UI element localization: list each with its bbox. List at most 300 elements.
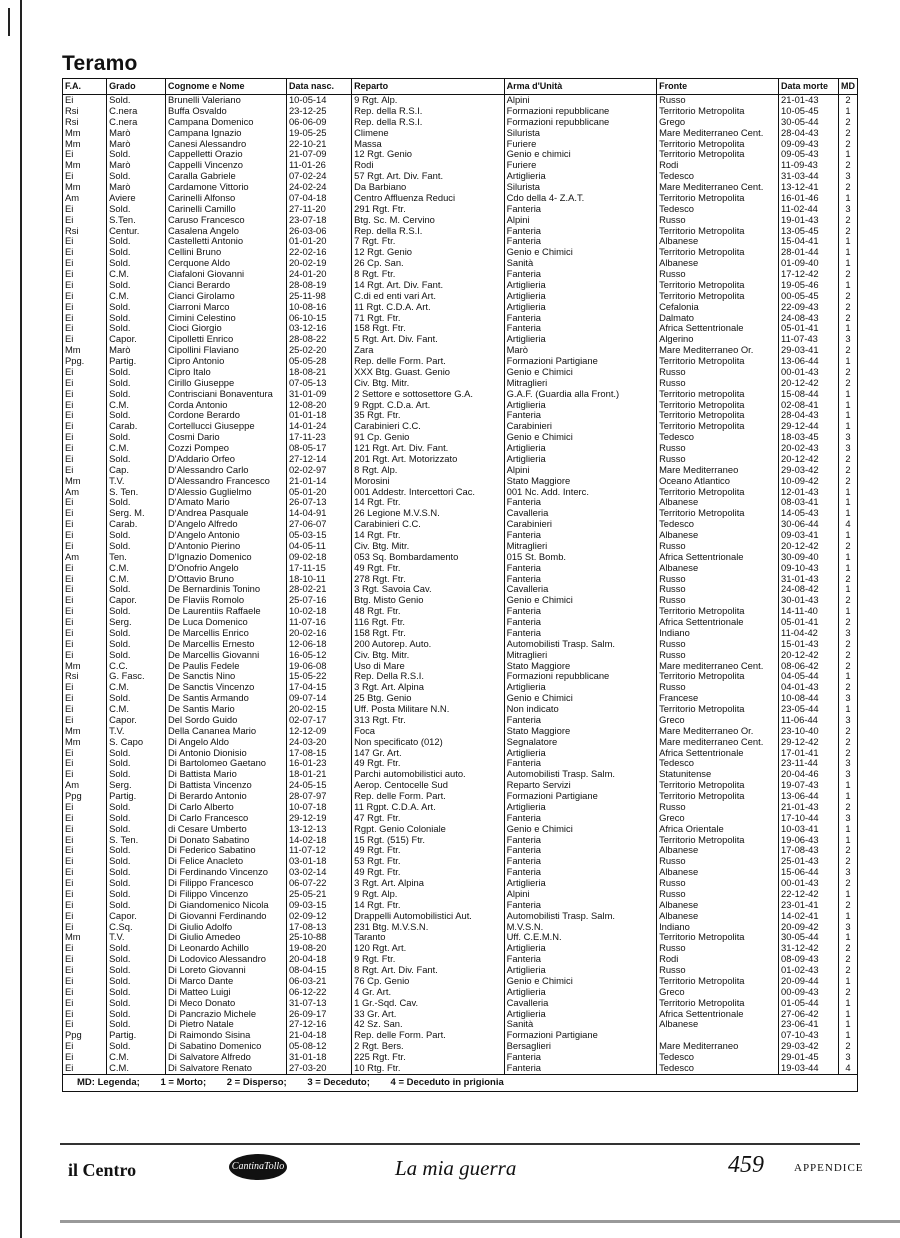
- cell-data-morte: 15-04-41: [779, 236, 839, 247]
- cell-md: 1: [838, 400, 857, 411]
- cell-cognome-nome: D'Angelo Alfredo: [166, 519, 287, 530]
- cell-data-nascita: 21-01-14: [286, 476, 351, 487]
- column-header-cognome-nome: Cognome e Nome: [166, 79, 287, 95]
- cell-data-morte: 00-01-43: [779, 878, 839, 889]
- table-row: [63, 410, 858, 421]
- cell-md: 2: [838, 748, 857, 759]
- table-row: [63, 1009, 858, 1020]
- cell-grado: Marò: [107, 128, 166, 139]
- cell-data-morte: 23-10-40: [779, 726, 839, 737]
- table-row: [63, 508, 858, 519]
- table-row: [63, 911, 858, 922]
- table-row: [63, 976, 858, 987]
- legend-title: MD: Legenda;: [77, 1076, 140, 1088]
- table-row: [63, 563, 858, 574]
- cell-cognome-nome: Di Federico Sabatino: [166, 845, 287, 856]
- cell-md: 1: [838, 932, 857, 943]
- cell-grado: Sold.: [107, 878, 166, 889]
- cell-data-morte: 15-01-43: [779, 639, 839, 650]
- cell-md: 2: [838, 215, 857, 226]
- cell-fronte: Albanese: [657, 236, 779, 247]
- cell-grado: Sold.: [107, 976, 166, 987]
- cell-data-nascita: 28-02-21: [286, 584, 351, 595]
- cell-reparto: Rep. delle Form. Part.: [352, 1030, 504, 1041]
- table-row: [63, 552, 858, 563]
- cell-fa: Mm: [63, 128, 107, 139]
- cell-grado: Sold.: [107, 998, 166, 1009]
- cell-md: 2: [838, 954, 857, 965]
- cell-fa: Ei: [63, 323, 107, 334]
- cell-fronte: Russo: [657, 682, 779, 693]
- cell-grado: Sold.: [107, 867, 166, 878]
- cell-md: 3: [838, 769, 857, 780]
- cell-reparto: Uff. Posta Militare N.N.: [352, 704, 504, 715]
- cell-grado: Marò: [107, 139, 166, 150]
- table-row: [63, 867, 858, 878]
- cell-reparto: XXX Btg. Guast. Genio: [352, 367, 504, 378]
- cell-md: 2: [838, 856, 857, 867]
- cell-cognome-nome: D'Ignazio Domenico: [166, 552, 287, 563]
- cell-cognome-nome: Buffa Osvaldo: [166, 106, 287, 117]
- cell-fronte: Albanese: [657, 1019, 779, 1030]
- cell-fa: Ei: [63, 617, 107, 628]
- cell-data-nascita: 24-02-24: [286, 182, 351, 193]
- cell-grado: C.nera: [107, 117, 166, 128]
- cell-reparto: Morosini: [352, 476, 504, 487]
- cell-data-morte: 20-02-43: [779, 443, 839, 454]
- cell-arma-unita: Sanità: [504, 258, 656, 269]
- cell-arma-unita: Artiglieria: [504, 748, 656, 759]
- cell-data-nascita: 01-01-18: [286, 410, 351, 421]
- cell-cognome-nome: Di Raimondo Sisina: [166, 1030, 287, 1041]
- cell-grado: C.nera: [107, 106, 166, 117]
- cell-data-nascita: 10-07-18: [286, 802, 351, 813]
- cell-fronte: Territorio Metropolita: [657, 106, 779, 117]
- cell-arma-unita: Formazioni Partigiane: [504, 1030, 656, 1041]
- cell-data-morte: 08-09-43: [779, 954, 839, 965]
- cell-fronte: Africa Settentrionale: [657, 748, 779, 759]
- cell-grado: Sold.: [107, 584, 166, 595]
- cell-md: 2: [838, 1041, 857, 1052]
- cell-arma-unita: Automobilisti Trasp. Salm.: [504, 639, 656, 650]
- cell-data-nascita: 24-05-15: [286, 780, 351, 791]
- cell-fa: Mm: [63, 932, 107, 943]
- cell-cognome-nome: Di Pancrazio Michele: [166, 1009, 287, 1020]
- cell-md: 1: [838, 606, 857, 617]
- cell-md: 1: [838, 1030, 857, 1041]
- cell-cognome-nome: Caruso Francesco: [166, 215, 287, 226]
- table-row: [63, 204, 858, 215]
- table-row: [63, 389, 858, 400]
- cell-data-nascita: 19-05-25: [286, 128, 351, 139]
- cell-md: 3: [838, 171, 857, 182]
- cell-data-morte: 09-10-43: [779, 563, 839, 574]
- cell-fronte: Russo: [657, 367, 779, 378]
- cell-arma-unita: Cavalleria: [504, 584, 656, 595]
- cell-cognome-nome: Castelletti Antonio: [166, 236, 287, 247]
- cell-fa: Ei: [63, 584, 107, 595]
- cell-reparto: Climene: [352, 128, 504, 139]
- cell-reparto: 8 Rgt. Art. Div. Fant.: [352, 965, 504, 976]
- cell-arma-unita: 015 St. Bomb.: [504, 552, 656, 563]
- cell-md: 2: [838, 182, 857, 193]
- cell-data-morte: 29-03-42: [779, 465, 839, 476]
- cell-data-nascita: 11-01-26: [286, 160, 351, 171]
- cell-cognome-nome: Caralla Gabriele: [166, 171, 287, 182]
- cell-fronte: Territorio Metropolita: [657, 400, 779, 411]
- cell-data-morte: 19-06-43: [779, 835, 839, 846]
- table-row: [63, 236, 858, 247]
- cell-arma-unita: Fanteria: [504, 530, 656, 541]
- table-row: [63, 215, 858, 226]
- cell-md: 1: [838, 1019, 857, 1030]
- cell-fa: Ei: [63, 704, 107, 715]
- cell-fa: Ei: [63, 574, 107, 585]
- cell-reparto: 49 Rgt. Ftr.: [352, 563, 504, 574]
- cell-fa: Ei: [63, 247, 107, 258]
- cell-fronte: Territorio Metropolita: [657, 139, 779, 150]
- cell-data-morte: 00-09-43: [779, 987, 839, 998]
- cell-fa: Rsi: [63, 226, 107, 237]
- cell-grado: Sold.: [107, 280, 166, 291]
- cell-reparto: Aerop. Centocelle Sud: [352, 780, 504, 791]
- cell-fronte: Territorio Metropolita: [657, 606, 779, 617]
- cell-md: 3: [838, 922, 857, 933]
- cell-data-morte: 22-12-42: [779, 889, 839, 900]
- table-row: [63, 574, 858, 585]
- cell-data-morte: 23-11-44: [779, 758, 839, 769]
- cell-reparto: 48 Rgt. Ftr.: [352, 606, 504, 617]
- cell-cognome-nome: D'Andrea Pasquale: [166, 508, 287, 519]
- cell-grado: Sold.: [107, 824, 166, 835]
- cell-reparto: 3 Rgt. Savoia Cav.: [352, 584, 504, 595]
- cell-cognome-nome: Di Berardo Antonio: [166, 791, 287, 802]
- cell-reparto: Btg. Misto Genio: [352, 595, 504, 606]
- table-row: [63, 965, 858, 976]
- cell-fa: Mm: [63, 182, 107, 193]
- cell-cognome-nome: Di Felice Anacleto: [166, 856, 287, 867]
- cell-fronte: Territorio metropolita: [657, 389, 779, 400]
- cell-arma-unita: Alpini: [504, 465, 656, 476]
- cell-arma-unita: M.V.S.N.: [504, 922, 656, 933]
- cell-grado: Sold.: [107, 1009, 166, 1020]
- cell-cognome-nome: Cappelletti Orazio: [166, 149, 287, 160]
- cell-arma-unita: Fanteria: [504, 617, 656, 628]
- cell-fa: Ei: [63, 639, 107, 650]
- table-row: [63, 530, 858, 541]
- cell-reparto: Drappelli Automobilistici Aut.: [352, 911, 504, 922]
- table-row: [63, 421, 858, 432]
- table-row: [63, 345, 858, 356]
- cell-md: 1: [838, 563, 857, 574]
- cell-fronte: Tedesco: [657, 432, 779, 443]
- column-header-reparto: Reparto: [352, 79, 504, 95]
- cell-grado: Sold.: [107, 987, 166, 998]
- cell-data-morte: 18-03-45: [779, 432, 839, 443]
- cell-data-morte: 29-12-42: [779, 737, 839, 748]
- cell-reparto: Rep. della R.S.I.: [352, 226, 504, 237]
- cell-grado: C.M.: [107, 1052, 166, 1063]
- cell-arma-unita: Fanteria: [504, 954, 656, 965]
- cell-data-morte: 29-12-44: [779, 421, 839, 432]
- cell-data-nascita: 03-01-18: [286, 856, 351, 867]
- cell-cognome-nome: D'Antonio Pierino: [166, 541, 287, 552]
- cell-data-morte: 01-02-43: [779, 965, 839, 976]
- table-row: [63, 748, 858, 759]
- cell-cognome-nome: Di Giovanni Ferdinando: [166, 911, 287, 922]
- cell-md: 1: [838, 323, 857, 334]
- cell-cognome-nome: Cordone Berardo: [166, 410, 287, 421]
- cell-fronte: Russo: [657, 95, 779, 106]
- cell-arma-unita: Carabinieri: [504, 519, 656, 530]
- cell-data-morte: 14-02-41: [779, 911, 839, 922]
- cell-grado: Sold.: [107, 639, 166, 650]
- cell-data-morte: 30-05-44: [779, 932, 839, 943]
- cell-cognome-nome: Cortellucci Giuseppe: [166, 421, 287, 432]
- cell-arma-unita: Artiglieria: [504, 443, 656, 454]
- cell-arma-unita: Fanteria: [504, 900, 656, 911]
- cell-arma-unita: Genio e Chimici: [504, 367, 656, 378]
- cell-data-morte: 29-03-41: [779, 345, 839, 356]
- cell-data-nascita: 20-02-16: [286, 628, 351, 639]
- cell-arma-unita: Formazioni Partigiane: [504, 791, 656, 802]
- cell-data-nascita: 03-12-16: [286, 323, 351, 334]
- cell-arma-unita: Genio e Chimici: [504, 976, 656, 987]
- cell-arma-unita: Automobilisti Trasp. Salm.: [504, 769, 656, 780]
- cell-data-nascita: 06-12-22: [286, 987, 351, 998]
- cell-reparto: 33 Gr. Art.: [352, 1009, 504, 1020]
- cell-fa: Ei: [63, 867, 107, 878]
- cell-md: 1: [838, 889, 857, 900]
- table-row: [63, 1052, 858, 1063]
- table-row: [63, 954, 858, 965]
- cell-md: 3: [838, 443, 857, 454]
- cell-grado: C.M.: [107, 704, 166, 715]
- region-title: Teramo: [62, 52, 138, 75]
- cell-data-morte: 05-01-41: [779, 617, 839, 628]
- cell-reparto: 2 Settore e sottosettore G.A.: [352, 389, 504, 400]
- cell-cognome-nome: Cappelli Vincenzo: [166, 160, 287, 171]
- cell-arma-unita: Cavalleria: [504, 998, 656, 1009]
- cell-data-morte: 31-03-44: [779, 171, 839, 182]
- cell-fa: Ei: [63, 563, 107, 574]
- cell-data-morte: 11-06-44: [779, 715, 839, 726]
- cell-data-morte: 21-01-43: [779, 802, 839, 813]
- column-header-grado: Grado: [107, 79, 166, 95]
- cell-fa: Ei: [63, 682, 107, 693]
- cell-grado: Sold.: [107, 302, 166, 313]
- cell-md: 2: [838, 378, 857, 389]
- table-row: [63, 160, 858, 171]
- cell-cognome-nome: Di Angelo Aldo: [166, 737, 287, 748]
- cell-reparto: Civ. Btg. Mitr.: [352, 650, 504, 661]
- cell-arma-unita: Fanteria: [504, 204, 656, 215]
- cell-fronte: Africa Settentrionale: [657, 552, 779, 563]
- cell-reparto: Taranto: [352, 932, 504, 943]
- cell-md: 1: [838, 356, 857, 367]
- cell-md: 1: [838, 530, 857, 541]
- cell-arma-unita: Cdo della 4- Z.A.T.: [504, 193, 656, 204]
- cell-fa: Ei: [63, 313, 107, 324]
- cell-cognome-nome: De Marcellis Giovanni: [166, 650, 287, 661]
- cell-md: 3: [838, 628, 857, 639]
- cell-fronte: Russo: [657, 595, 779, 606]
- cell-data-morte: 14-11-40: [779, 606, 839, 617]
- cell-reparto: 116 Rgt. Ftr.: [352, 617, 504, 628]
- cell-fronte: Russo: [657, 650, 779, 661]
- cell-data-morte: 01-09-40: [779, 258, 839, 269]
- table-row: [63, 726, 858, 737]
- table-row: [63, 149, 858, 160]
- cell-data-morte: 10-03-41: [779, 824, 839, 835]
- cell-data-nascita: 29-12-19: [286, 813, 351, 824]
- cell-data-nascita: 25-05-21: [286, 889, 351, 900]
- cell-grado: Sold.: [107, 900, 166, 911]
- cell-cognome-nome: Di Filippo Francesco: [166, 878, 287, 889]
- cell-data-nascita: 26-03-06: [286, 226, 351, 237]
- cell-fronte: Territorio Metropolita: [657, 487, 779, 498]
- cell-grado: C.C.: [107, 661, 166, 672]
- cell-reparto: 12 Rgt. Genio: [352, 149, 504, 160]
- cell-fronte: Albanese: [657, 900, 779, 911]
- table-row: [63, 650, 858, 661]
- cell-data-nascita: 07-05-13: [286, 378, 351, 389]
- cell-data-morte: 15-08-44: [779, 389, 839, 400]
- cell-md: 1: [838, 389, 857, 400]
- cell-data-nascita: 06-06-09: [286, 117, 351, 128]
- cell-fa: Am: [63, 487, 107, 498]
- cell-fronte: Territorio Metropolita: [657, 247, 779, 258]
- cell-reparto: Zara: [352, 345, 504, 356]
- cell-cognome-nome: De Paulis Fedele: [166, 661, 287, 672]
- cell-data-nascita: 24-03-20: [286, 737, 351, 748]
- cell-data-morte: 28-04-43: [779, 128, 839, 139]
- cell-md: 2: [838, 226, 857, 237]
- cell-cognome-nome: Di Carlo Francesco: [166, 813, 287, 824]
- cell-data-nascita: 10-08-16: [286, 302, 351, 313]
- cell-data-nascita: 09-07-14: [286, 693, 351, 704]
- cell-grado: Partig.: [107, 791, 166, 802]
- cell-fronte: Rodi: [657, 160, 779, 171]
- cell-grado: Sold.: [107, 454, 166, 465]
- cell-fronte: Territorio Metropolita: [657, 791, 779, 802]
- cell-fa: Ei: [63, 497, 107, 508]
- cell-fa: Ei: [63, 1063, 107, 1074]
- cell-grado: Sold.: [107, 813, 166, 824]
- cell-fa: Ei: [63, 835, 107, 846]
- cell-md: 2: [838, 117, 857, 128]
- cell-fronte: Greco: [657, 715, 779, 726]
- table-header-row: [63, 79, 858, 95]
- cell-md: 3: [838, 715, 857, 726]
- cell-fa: Ei: [63, 976, 107, 987]
- cell-fa: Ei: [63, 95, 107, 106]
- cell-cognome-nome: Carinelli Camillo: [166, 204, 287, 215]
- cell-grado: Sold.: [107, 497, 166, 508]
- cell-reparto: 3 Rgt. Art. Alpina: [352, 682, 504, 693]
- cell-data-morte: 12-01-43: [779, 487, 839, 498]
- cell-data-morte: 11-09-43: [779, 160, 839, 171]
- cell-grado: Sold.: [107, 367, 166, 378]
- cell-data-nascita: 16-05-12: [286, 650, 351, 661]
- cell-fa: Mm: [63, 345, 107, 356]
- table-row: [63, 987, 858, 998]
- cell-grado: Sold.: [107, 769, 166, 780]
- cell-arma-unita: Furiere: [504, 160, 656, 171]
- cell-reparto: Carabinieri C.C.: [352, 519, 504, 530]
- cell-fronte: Africa Settentrionale: [657, 1009, 779, 1020]
- cell-data-morte: 29-03-42: [779, 1041, 839, 1052]
- cell-arma-unita: Fanteria: [504, 497, 656, 508]
- cell-data-nascita: 08-05-17: [286, 443, 351, 454]
- cell-fa: Ei: [63, 443, 107, 454]
- cell-cognome-nome: De Marcellis Enrico: [166, 628, 287, 639]
- cell-data-morte: 04-05-44: [779, 671, 839, 682]
- cell-cognome-nome: Cosmi Dario: [166, 432, 287, 443]
- cell-data-nascita: 09-03-15: [286, 900, 351, 911]
- cell-reparto: 158 Rgt. Ftr.: [352, 323, 504, 334]
- cell-grado: T.V.: [107, 726, 166, 737]
- cell-arma-unita: Genio e chimici: [504, 149, 656, 160]
- cell-fronte: Territorio Metropolita: [657, 226, 779, 237]
- cell-reparto: 42 Sz. San.: [352, 1019, 504, 1030]
- cell-data-morte: 20-04-46: [779, 769, 839, 780]
- cell-md: 1: [838, 780, 857, 791]
- cell-reparto: Da Barbiano: [352, 182, 504, 193]
- cell-data-nascita: 11-07-12: [286, 845, 351, 856]
- cell-fa: Ei: [63, 845, 107, 856]
- cell-grado: Capor.: [107, 911, 166, 922]
- table-row: [63, 693, 858, 704]
- cell-data-morte: 28-01-44: [779, 247, 839, 258]
- cell-data-morte: 17-01-41: [779, 748, 839, 759]
- cell-grado: Capor.: [107, 334, 166, 345]
- cell-arma-unita: Uff. C.E.M.N.: [504, 932, 656, 943]
- cell-data-nascita: 14-01-24: [286, 421, 351, 432]
- cell-cognome-nome: De Luca Domenico: [166, 617, 287, 628]
- cell-data-nascita: 18-10-11: [286, 574, 351, 585]
- cell-cognome-nome: Ciafaloni Giovanni: [166, 269, 287, 280]
- cell-grado: Sold.: [107, 943, 166, 954]
- cell-reparto: 053 Sq. Bombardamento: [352, 552, 504, 563]
- cell-cognome-nome: Cardamone Vittorio: [166, 182, 287, 193]
- table-row: [63, 791, 858, 802]
- cell-cognome-nome: De Marcellis Ernesto: [166, 639, 287, 650]
- cell-grado: Sold.: [107, 149, 166, 160]
- cell-data-morte: 14-05-43: [779, 508, 839, 519]
- footer-rule: [60, 1143, 860, 1145]
- cell-md: 2: [838, 987, 857, 998]
- cell-data-nascita: 02-07-17: [286, 715, 351, 726]
- table-row: [63, 182, 858, 193]
- cell-fronte: Indiano: [657, 628, 779, 639]
- cell-reparto: 3 Rgt. Art. Alpina: [352, 878, 504, 889]
- cell-data-morte: 05-01-41: [779, 323, 839, 334]
- cell-fronte: Territorio Metropolita: [657, 780, 779, 791]
- cell-md: 2: [838, 160, 857, 171]
- cell-cognome-nome: Di Meco Donato: [166, 998, 287, 1009]
- cell-cognome-nome: Di Bartolomeo Gaetano: [166, 758, 287, 769]
- cell-md: 1: [838, 258, 857, 269]
- cell-arma-unita: Fanteria: [504, 226, 656, 237]
- cell-arma-unita: Fanteria: [504, 410, 656, 421]
- table-row: [63, 835, 858, 846]
- cell-fronte: Tedesco: [657, 519, 779, 530]
- cell-grado: Sold.: [107, 530, 166, 541]
- cell-grado: Sold.: [107, 236, 166, 247]
- cell-fronte: Russo: [657, 269, 779, 280]
- cell-arma-unita: Artiglieria: [504, 334, 656, 345]
